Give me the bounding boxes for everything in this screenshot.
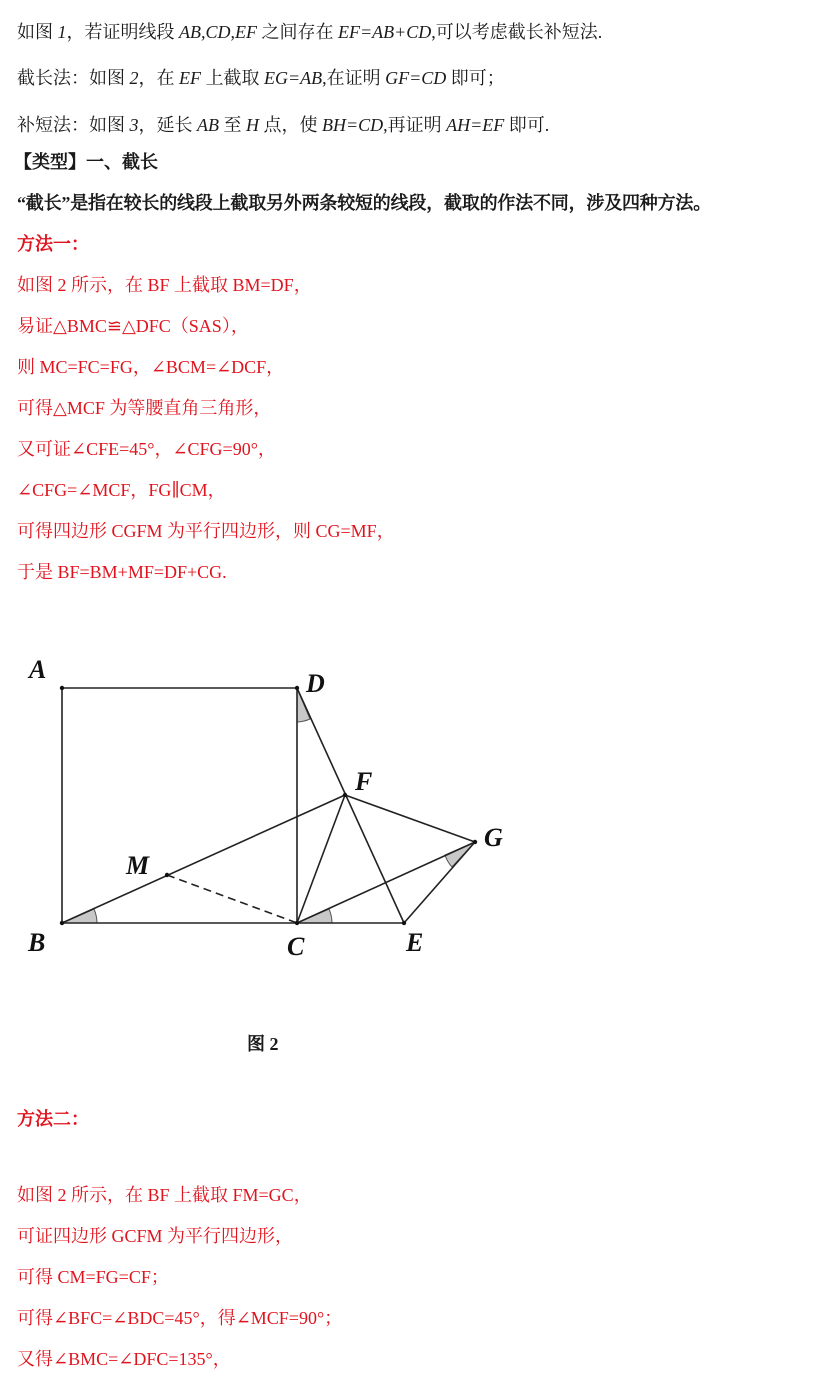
method1-line: 易证△BMC≌△DFC（SAS）， [17, 316, 249, 336]
math: BH=CD [322, 115, 384, 135]
method2-line: 如图 2 所示，在 BF 上截取 FM=GC， [17, 1185, 312, 1205]
text: 即可； [446, 68, 505, 88]
text: ，延长 [138, 115, 197, 135]
point-label-C: C [287, 932, 305, 961]
method2-title: 方法二： [17, 1109, 89, 1129]
text: ，若证明线段 [66, 22, 179, 42]
point-label-E: E [406, 928, 424, 957]
text: ，在 [138, 68, 179, 88]
method2-line: 可证四边形 GCFM 为平行四边形， [17, 1226, 294, 1246]
segment-DE [297, 688, 404, 923]
method1-line: 又可证∠CFE=45°，∠CFG=90°， [17, 439, 276, 459]
point-label-D: D [306, 669, 325, 698]
math: AB [197, 115, 219, 135]
method1-line: 可得四边形 CGFM 为平行四边形，则 CG=MF， [17, 521, 395, 541]
method1-line: 可得△MCF 为等腰直角三角形， [17, 398, 272, 418]
figure-number: 3 [129, 115, 139, 135]
type-heading: 【类型】一、截长 [14, 152, 158, 172]
point-label-F: F [355, 767, 373, 796]
math: EG=AB [264, 68, 323, 88]
method1-line: ∠CFG=∠MCF，FG∥CM， [17, 480, 226, 500]
method2-line: 可得∠BFC=∠BDC=45°，得∠MCF=90°； [17, 1308, 343, 1328]
type-description: “截长”是指在较长的线段上截取另外两条较短的线段，截取的作法不同，涉及四种方法。 [17, 193, 711, 213]
text: 即可. [504, 115, 550, 135]
math: GF=CD [385, 68, 447, 88]
intro-line-1 [17, 21, 602, 43]
intro-line-2 [17, 67, 505, 89]
point-label-M: M [126, 851, 150, 880]
text: ,再证明 [383, 115, 447, 135]
method1-title: 方法一： [17, 234, 89, 254]
intro-line-3 [17, 114, 549, 136]
method1-line: 于是 BF=BM+MF=DF+CG. [17, 562, 227, 582]
segment-MC-dashed [167, 875, 297, 923]
angle-mark-G [445, 842, 475, 867]
method1-line: 则 MC=FC=FG，∠BCM=∠DCF， [17, 357, 285, 377]
figure-number: 2 [129, 68, 139, 88]
text: ,可以考虑截长补短法. [431, 22, 603, 42]
point-label-G: G [484, 823, 503, 852]
text: ,在证明 [322, 68, 386, 88]
segment-BF [62, 795, 345, 923]
figure-number: 1 [57, 22, 67, 42]
text: 之间存在 [257, 22, 338, 42]
text: 上截取 [201, 68, 264, 88]
method2-line: 可得 CM=FG=CF； [17, 1267, 169, 1287]
text: 至 [219, 115, 246, 135]
math: EF [179, 68, 201, 88]
geometry-figure-2 [0, 640, 560, 980]
math-equation: EF=AB+CD [338, 22, 432, 42]
point-label-A: A [29, 655, 47, 684]
point-label-B: B [28, 928, 46, 957]
math: H [246, 115, 259, 135]
method1-line: 如图 2 所示，在 BF 上截取 BM=DF， [17, 275, 312, 295]
math: AH=EF [446, 115, 505, 135]
text: 截长法：如图 [17, 68, 130, 88]
segment-CG [297, 842, 475, 923]
text: 如图 [17, 22, 58, 42]
text: 补短法：如图 [17, 115, 130, 135]
math-segments: AB,CD,EF [179, 22, 257, 42]
figure-caption: 图 2 [247, 1034, 279, 1054]
method2-line: 又得∠BMC=∠DFC=135°， [17, 1349, 231, 1369]
segment-GE [404, 842, 475, 923]
text: 点，使 [259, 115, 322, 135]
